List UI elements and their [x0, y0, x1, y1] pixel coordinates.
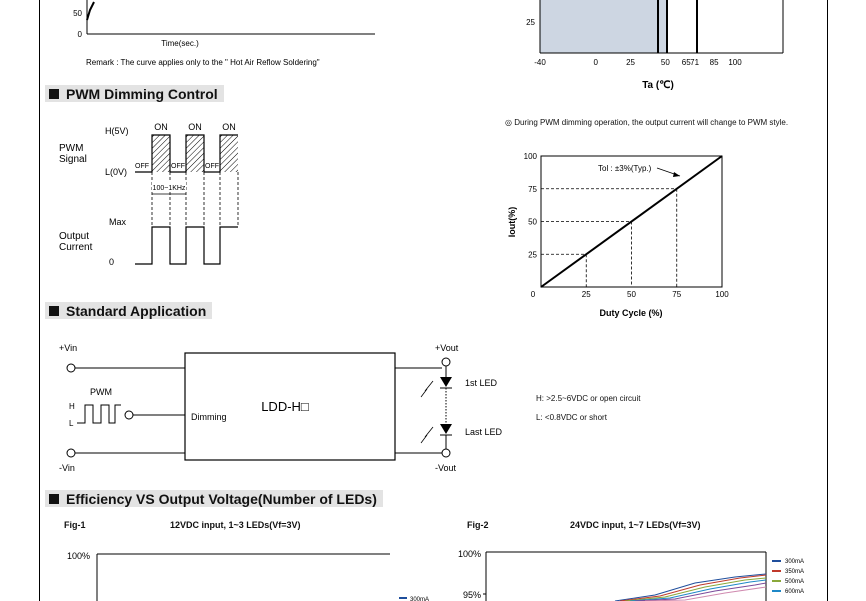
- vout-minus-label: -Vout: [435, 463, 457, 473]
- fig1-legend-300ma: 300mA: [410, 597, 430, 601]
- duty-x-axis-label: Duty Cycle (%): [599, 308, 663, 318]
- section-header-pwm: [45, 85, 224, 102]
- derating-chart: [505, 0, 795, 95]
- duty-note: ◎ During PWM dimming operation, the output current will change to PWM style.: [505, 118, 789, 127]
- derating-y-tick: 25: [526, 18, 535, 27]
- fig2-legend-300ma: 300mA: [785, 559, 805, 565]
- duty-x-tick: 100: [715, 290, 729, 299]
- fig1-y-tick: 100%: [66, 551, 90, 561]
- section-bullet-icon: [49, 89, 59, 99]
- duty-y-axis-label: Iout(%): [507, 206, 517, 238]
- duty-x-tick: 50: [627, 290, 636, 299]
- fig2-y-tick-95: 95%: [462, 590, 481, 600]
- remark-text: Remark : The curve applies only to the " Hot Air Reflow Soldering": [86, 58, 320, 67]
- derating-x-tick: 65: [681, 58, 691, 67]
- pwm-timing-diagram: [55, 115, 255, 275]
- fig2-y-tick-100: 100%: [457, 549, 481, 559]
- derating-x-tick: -40: [534, 58, 546, 67]
- duty-cycle-chart: [500, 148, 740, 320]
- vin-plus-label: +Vin: [59, 343, 78, 353]
- duty-x-tick: 75: [672, 290, 682, 299]
- duty-y-tick: 25: [528, 250, 537, 260]
- last-led-label: Last LED: [465, 427, 503, 437]
- zero-label: 0: [109, 257, 115, 267]
- frequency-label: 100~1KHz: [152, 185, 186, 192]
- duty-x-tick: 25: [581, 290, 591, 299]
- derating-x-tick: 100: [728, 58, 742, 67]
- pwm-signal-label: PWM: [59, 143, 84, 154]
- tolerance-annotation: Tol : ±3%(Typ.): [598, 164, 652, 173]
- vout-plus-label: +Vout: [435, 343, 459, 353]
- fig2-legend-350ma: 350mA: [785, 569, 805, 575]
- y-tick-0: 0: [77, 30, 82, 39]
- soldering-curve-chart: [60, 0, 380, 72]
- low-label: L: [69, 419, 74, 428]
- fig2-label: Fig-2: [467, 520, 489, 530]
- derating-x-tick: 0: [593, 58, 598, 67]
- derating-x-tick: 50: [660, 58, 670, 67]
- section-header-application: [45, 302, 212, 319]
- output-current-label: Output: [59, 231, 90, 242]
- duty-y-tick: 75: [528, 184, 537, 194]
- efficiency-chart-fig2: [455, 545, 815, 601]
- section-title: PWM Dimming Control: [66, 85, 218, 102]
- fig2-title: 24VDC input, 1~7 LEDs(Vf=3V): [570, 520, 701, 530]
- fig1-title: 12VDC input, 1~3 LEDs(Vf=3V): [170, 520, 301, 530]
- first-led-label: 1st LED: [465, 378, 498, 388]
- y-tick-50: 50: [73, 9, 82, 18]
- on-label: ON: [154, 122, 168, 132]
- derating-x-tick: 71: [690, 58, 700, 67]
- pwm-high-label: H(5V): [105, 126, 129, 136]
- fig2-legend-500ma: 500mA: [785, 579, 805, 585]
- derating-x-tick: 85: [709, 58, 719, 67]
- section-title: Efficiency VS Output Voltage(Number of LEDs): [66, 490, 377, 507]
- duty-y-tick: 100: [523, 152, 537, 161]
- high-label: H: [69, 402, 75, 411]
- output-current-label-2: Current: [59, 242, 93, 253]
- section-header-efficiency: [45, 490, 383, 507]
- pwm-low-label: L(0V): [105, 167, 128, 177]
- time-axis-label: Time(sec.): [161, 39, 199, 48]
- on-label: ON: [188, 122, 202, 132]
- dimming-label: Dimming: [191, 412, 227, 422]
- module-label: LDD-H□: [261, 399, 309, 414]
- duty-x-tick: 0: [530, 290, 536, 299]
- note-low: L: <0.8VDC or short: [536, 413, 607, 422]
- derating-x-tick: 25: [626, 58, 635, 67]
- efficiency-chart-fig1: [60, 545, 440, 601]
- pwm-input-label: PWM: [90, 387, 112, 397]
- off-label: OFF: [171, 163, 185, 170]
- section-bullet-icon: [49, 306, 59, 316]
- fig1-label: Fig-1: [64, 520, 86, 530]
- on-label: ON: [222, 122, 236, 132]
- section-bullet-icon: [49, 494, 59, 504]
- ta-axis-label: Ta (℃): [642, 80, 674, 91]
- section-title: Standard Application: [66, 302, 207, 319]
- note-high: H: >2.5~6VDC or open circuit: [536, 394, 641, 403]
- off-label: OFF: [135, 163, 149, 170]
- pwm-signal-label-2: Signal: [59, 154, 87, 165]
- max-label: Max: [109, 217, 127, 227]
- duty-y-tick: 50: [528, 217, 537, 227]
- off-label: OFF: [205, 163, 219, 170]
- fig2-legend-600ma: 600mA: [785, 589, 805, 595]
- vin-minus-label: -Vin: [59, 463, 75, 473]
- application-circuit: [55, 335, 535, 480]
